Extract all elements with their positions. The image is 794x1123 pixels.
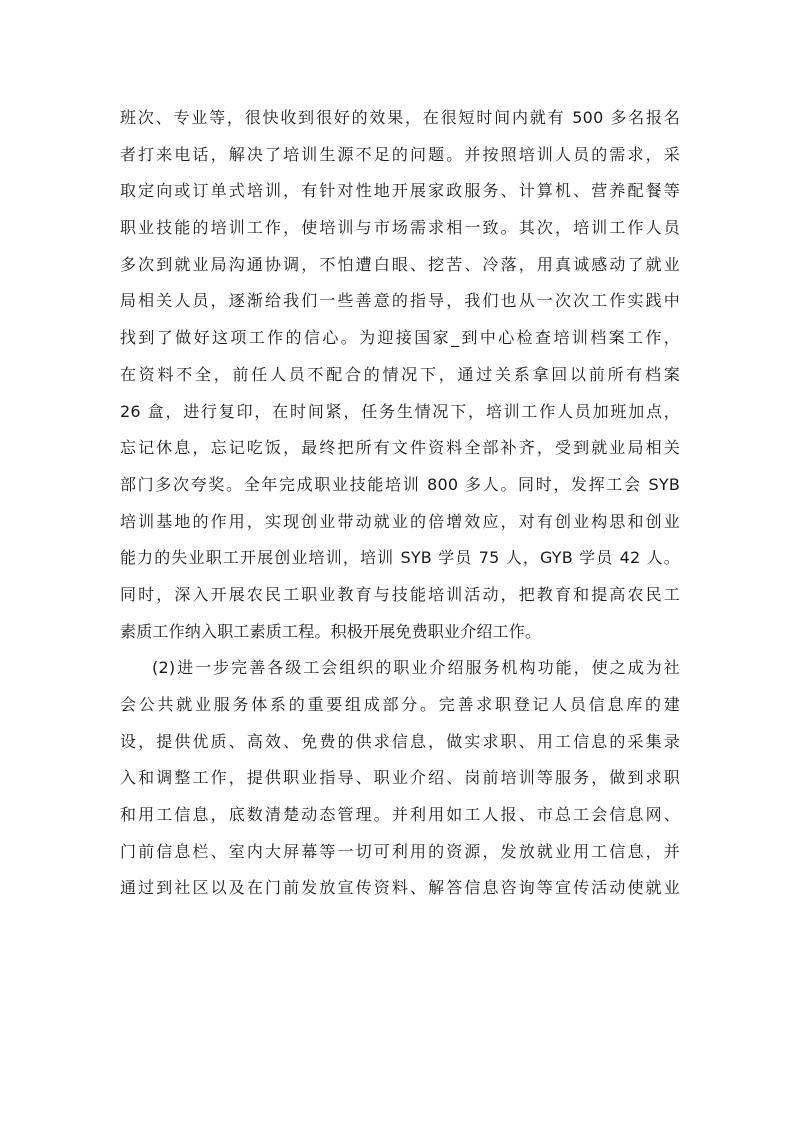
text-line: 和用工信息，底数清楚动态管理。并利用如工人报、市总工会信息网、 [120, 805, 680, 825]
text-line: 培训基地的作用，实现创业带动就业的倍增效应，对有创业构思和创业 [120, 511, 680, 531]
text-line: 能力的失业职工开展创业培训，培训 SYB 学员 75 人，GYB 学员 42 人。 [120, 548, 680, 568]
text-line: 班次、专业等，很快收到很好的效果，在很短时间内就有 500 多名报名 [120, 108, 680, 127]
text-line: 部门多次夸奖。全年完成职业技能培训 800 多人。同时，发挥工会 SYB [120, 474, 680, 494]
text-line: 会公共就业服务体系的重要组成部分。完善求职登记人员信息库的建 [120, 695, 680, 714]
text-line: 找到了做好这项工作的信心。为迎接国家_到中心检查培训档案工作， [120, 328, 680, 348]
text-line: 局相关人员，逐渐给我们一些善意的指导，我们也从一次次工作实践中 [120, 291, 680, 311]
text-line: 忘记休息，忘记吃饭，最终把所有文件资料全部补齐，受到就业局相关 [120, 438, 680, 458]
text-line: 同时，深入开展农民工职业教育与技能培训活动，把教育和提高农民工 [120, 584, 680, 604]
text-line: 26 盒，进行复印，在时间紧，任务生情况下，培训工作人员加班加点， [120, 401, 680, 421]
text-line: 入和调整工作，提供职业指导、职业介绍、岗前培训等服务，做到求职 [120, 768, 680, 788]
text-line: 职业技能的培训工作，使培训与市场需求相一致。其次，培训工作人员 [120, 218, 680, 238]
text-line: 门前信息栏、室内大屏幕等一切可利用的资源，发放就业用工信息，并 [120, 841, 680, 861]
text-line: 多次到就业局沟通协调，不怕遭白眼、挖苦、冷落，用真诚感动了就业 [120, 254, 680, 274]
text-line: 取定向或订单式培训，有针对性地开展家政服务、计算机、营养配餐等 [120, 181, 680, 201]
text-line: 者打来电话，解决了培训生源不足的问题。并按照培训人员的需求，采 [120, 144, 680, 164]
paragraph-end-line: 素质工作纳入职工素质工程。积极开展免费职业介绍工作。 [120, 621, 542, 641]
text-line: 通过到社区以及在门前发放宣传资料、解答信息咨询等宣传活动使就业 [120, 878, 680, 898]
text-line: 在资料不全，前任人员不配合的情况下，通过关系拿回以前所有档案 [120, 364, 680, 384]
text-line: 设，提供优质、高效、免费的供求信息，做实求职、用工信息的采集录 [120, 731, 680, 751]
paragraph-first-line: (2)进一步完善各级工会组织的职业介绍服务机构功能，使之成为社 [152, 658, 680, 678]
body-text [120, 100, 680, 907]
